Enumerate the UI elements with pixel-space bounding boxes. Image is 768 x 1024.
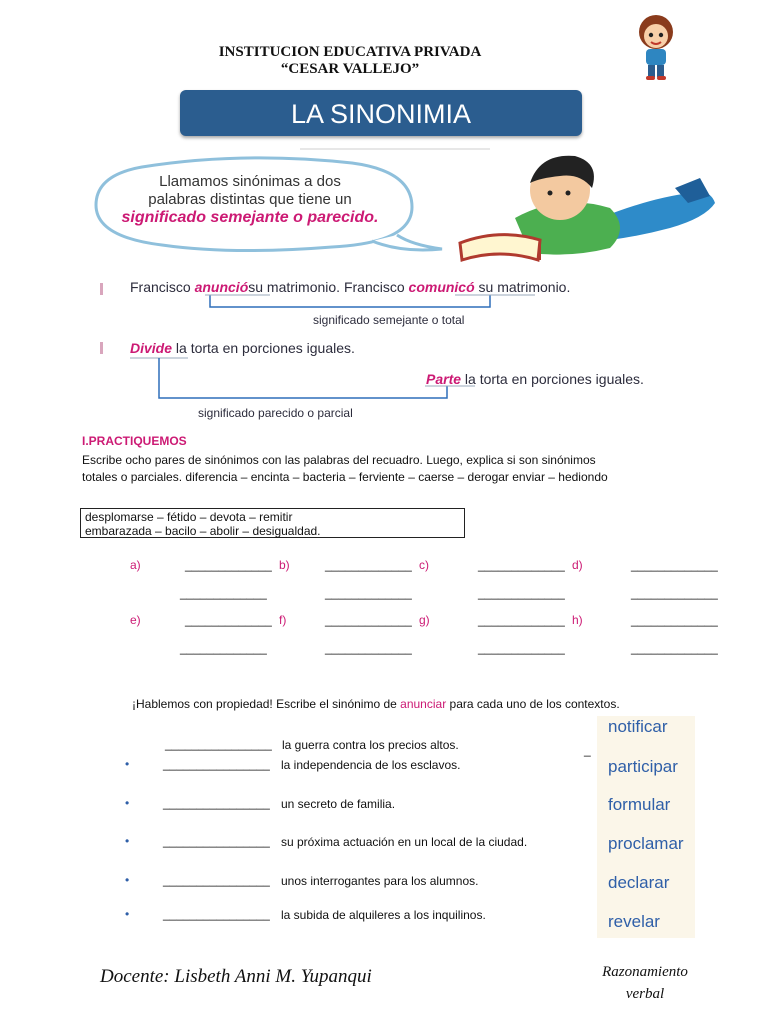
example-2-sentence-2: Parte la torta en porciones iguales. — [426, 371, 644, 387]
answer-blank[interactable]: ________________ — [163, 757, 270, 771]
item-label-c: c) — [419, 558, 429, 572]
practice-heading: I.PRACTIQUEMOS — [82, 434, 187, 448]
contexts-intro: ¡Hablemos con propiedad! Escribe el sinónimo de anunciar para cada uno de los contextos. — [132, 697, 620, 711]
answer-blank[interactable]: _____________ — [478, 613, 565, 627]
synonym-word: proclamar — [608, 834, 684, 853]
child-mascot-icon — [628, 12, 684, 84]
reading-boy-icon — [420, 148, 720, 273]
teacher-name: Docente: Lisbeth Anni M. Yupanqui — [100, 966, 372, 987]
answer-blank[interactable]: ________________ — [165, 737, 272, 751]
subject-name: Razonamiento verbal — [602, 964, 688, 1002]
word-box: desplomarse – fétido – devota – remitir embarazada – bacilo – abolir – desigualdad. — [80, 508, 465, 538]
answer-blank[interactable]: _____________ — [325, 641, 412, 655]
example-1-bracket — [200, 293, 550, 313]
synonym-word: participar — [608, 757, 678, 776]
answer-blank[interactable]: _____________ — [185, 558, 272, 572]
answer-blank[interactable]: _____________ — [631, 613, 718, 627]
answer-blank[interactable]: _____________ — [631, 558, 718, 572]
answer-blank[interactable]: _____________ — [185, 613, 272, 627]
context-item: la independencia de los esclavos. — [281, 758, 461, 772]
answer-blank[interactable]: _____________ — [180, 641, 267, 655]
dash-mark: _ — [584, 743, 591, 757]
answer-blank[interactable]: _____________ — [325, 613, 412, 627]
answer-blank[interactable]: ________________ — [163, 834, 270, 848]
answer-blank[interactable]: _____________ — [325, 558, 412, 572]
item-label-a: a) — [130, 558, 141, 572]
example-1-note: significado semejante o total — [313, 313, 465, 327]
item-label-g: g) — [419, 613, 430, 627]
context-item: la guerra contra los precios altos. — [282, 738, 459, 752]
example-2-note: significado parecido o parcial — [198, 406, 353, 420]
item-label-e: e) — [130, 613, 141, 627]
example-2-sentence-1: Divide la torta en porciones iguales. — [130, 340, 355, 356]
synonym-word: notificar — [608, 717, 668, 736]
example-marker — [100, 342, 103, 354]
context-item: la subida de alquileres a los inquilinos. — [281, 908, 486, 922]
item-label-f: f) — [279, 613, 287, 627]
answer-blank[interactable]: _____________ — [631, 586, 718, 600]
answer-blank[interactable]: ________________ — [163, 907, 270, 921]
bullet-icon: • — [125, 757, 130, 771]
example-1-sentence: Francisco anunciósu matrimonio. Francisco comunicó su matrimonio. — [130, 279, 571, 295]
bullet-icon: • — [125, 796, 130, 810]
context-item: un secreto de familia. — [281, 797, 396, 811]
synonym-panel — [597, 716, 695, 938]
answer-blank[interactable]: _____________ — [180, 586, 267, 600]
answer-blank[interactable]: _____________ — [478, 586, 565, 600]
example-2-bracket — [130, 356, 480, 404]
bullet-icon: • — [125, 907, 130, 921]
answer-blank[interactable]: _____________ — [478, 641, 565, 655]
item-label-h: h) — [572, 613, 583, 627]
bullet-icon: • — [125, 873, 130, 887]
answer-blank[interactable]: ________________ — [163, 873, 270, 887]
answer-blank[interactable]: _____________ — [631, 641, 718, 655]
school-subname: “CESAR VALLEJO” — [280, 61, 420, 77]
context-item: unos interrogantes para los alumnos. — [281, 874, 479, 888]
item-label-b: b) — [279, 558, 290, 572]
example-marker — [100, 283, 103, 295]
practice-instructions: Escribe ocho pares de sinónimos con las palabras del recuadro. Luego, explica si son sinónimos totales o parciales. diferencia – encinta – bacteria – ferviente – caerse – derogar enviar – hediondo — [82, 453, 608, 484]
answer-blank[interactable]: _____________ — [325, 586, 412, 600]
page-title: LA SINONIMIA — [180, 90, 582, 136]
synonym-word: declarar — [608, 873, 670, 892]
definition-text: Llamamos sinónimas a dos palabras distintas que tiene un significado semejante o parecido. — [121, 173, 379, 226]
bullet-icon: • — [125, 834, 130, 848]
synonym-word: revelar — [608, 912, 660, 931]
school-name: INSTITUCION EDUCATIVA PRIVADA — [218, 44, 482, 60]
context-item: su próxima actuación en un local de la ciudad. — [281, 835, 528, 849]
item-label-d: d) — [572, 558, 583, 572]
answer-blank[interactable]: ________________ — [163, 796, 270, 810]
answer-blank[interactable]: _____________ — [478, 558, 565, 572]
synonym-word: formular — [608, 795, 671, 814]
